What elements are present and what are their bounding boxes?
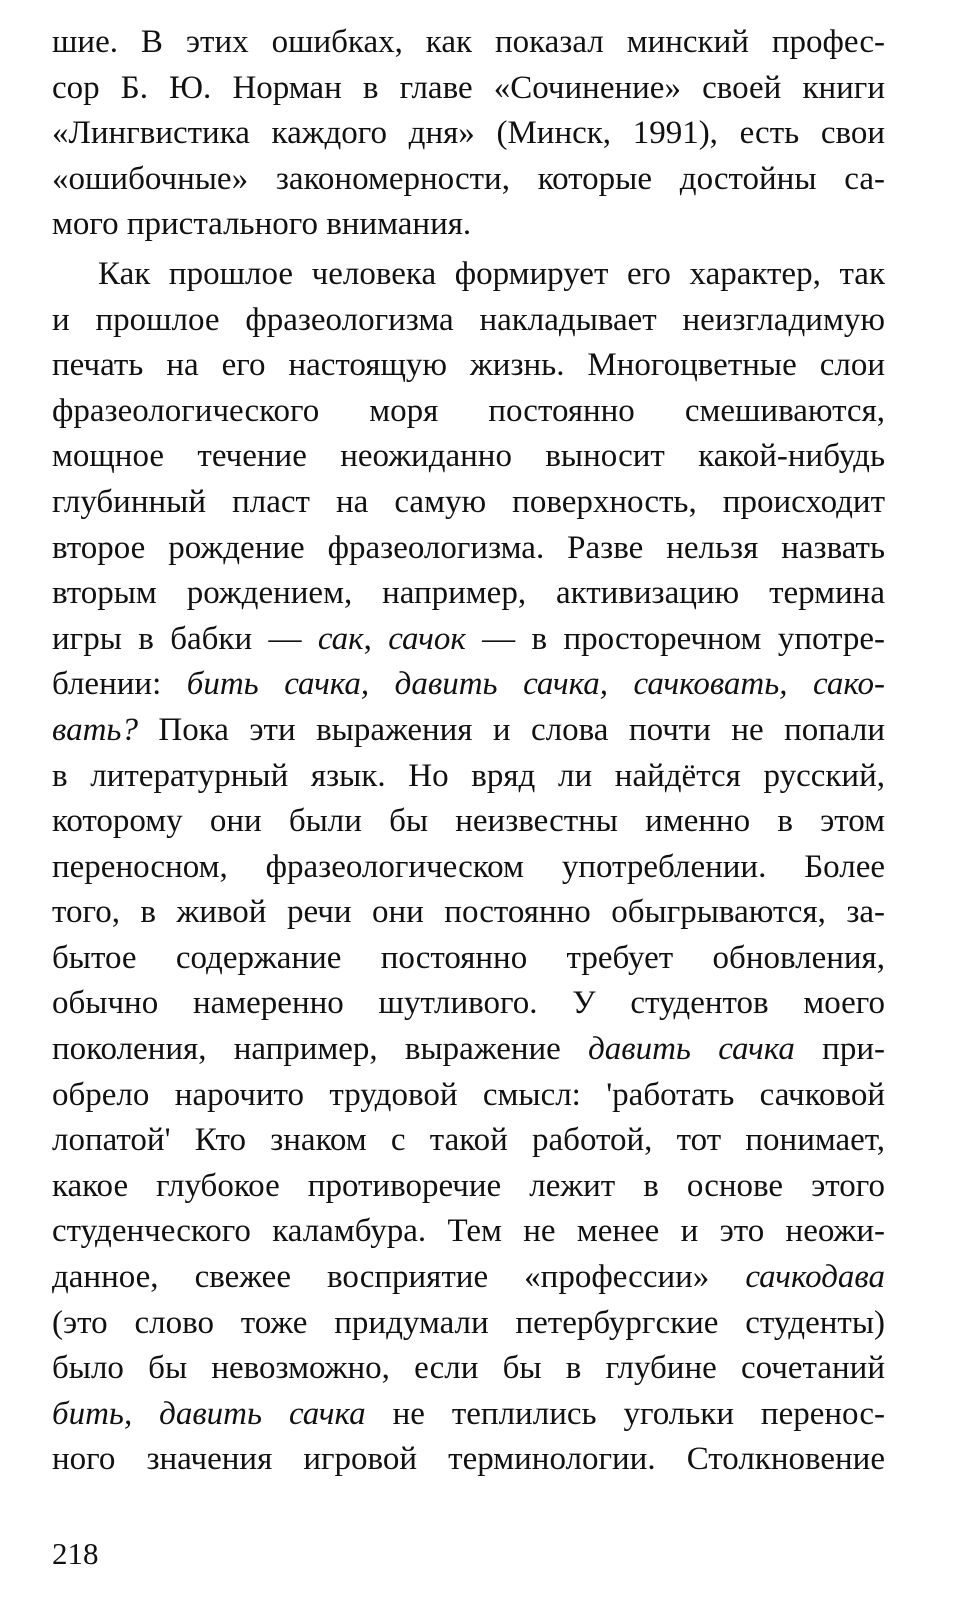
- text-line: студенческого каламбура. Тем не менее и это неожи-: [52, 1213, 885, 1250]
- text-line: в литературный язык. Но вряд ли найдётся русский,: [52, 757, 885, 794]
- paragraph-2: [52, 252, 885, 1483]
- text-line: лопатой' Кто знаком с такой работой, тот понимает,: [52, 1122, 885, 1159]
- page-number: 218: [52, 1536, 99, 1571]
- book-page: [52, 20, 885, 1483]
- text-line: ного значения игровой терминологии. Столкновение: [52, 1441, 885, 1478]
- text-line: «ошибочные» закономерности, которые достойны са-: [52, 160, 885, 197]
- italic-term: давить сачка: [588, 1031, 795, 1068]
- text-line: переносном, фразеологическом употреблении. Более: [52, 848, 885, 885]
- text-line: бить, давить сачка не теплились угольки перенос-: [52, 1395, 885, 1432]
- text-line: второе рождение фразеологизма. Разве нельзя назвать: [52, 529, 885, 566]
- text-line: Как прошлое человека формирует его характер, так: [98, 255, 885, 292]
- text-line: которому они были бы неизвестны именно в этом: [52, 803, 885, 840]
- text-line: блении: бить сачка, давить сачка, сачковать, сако-: [52, 666, 885, 703]
- text-line: бытое содержание постоянно требует обновления,: [52, 939, 885, 976]
- text-line: игры в бабки — сак, сачок — в просторечном употре-: [52, 620, 885, 657]
- text-line: глубинный пласт на самую поверхность, происходит: [52, 483, 885, 520]
- text-line: поколения, например, выражение давить сачка при-: [52, 1031, 885, 1068]
- text-line: фразеологического моря постоянно смешиваются,: [52, 392, 885, 429]
- italic-term: сачкодава: [745, 1259, 885, 1296]
- text-line: сор Б. Ю. Норман в главе «Сочинение» своей книги: [52, 69, 885, 106]
- text-line: мого пристального внимания.: [52, 206, 472, 243]
- text-line: данное, свежее восприятие «профессии» сачкодава: [52, 1259, 885, 1296]
- text-line: мощное течение неожиданно выносит какой-нибудь: [52, 438, 885, 475]
- italic-term: сачок: [388, 620, 466, 657]
- text-line: какое глубокое противоречие лежит в основе этого: [52, 1167, 885, 1204]
- paragraph-1: [52, 20, 885, 248]
- text-line: обрело нарочито трудовой смысл: 'работать сачковой: [52, 1076, 885, 1113]
- italic-term: вать?: [52, 711, 138, 748]
- text-line: шие. В этих ошибках, как показал минский профес-: [52, 24, 885, 60]
- italic-term: сак: [317, 620, 364, 657]
- italic-term: бить сачка, давить сачка, сачковать, сако-: [186, 666, 885, 703]
- text-line: (это слово тоже придумали петербургские студенты): [52, 1304, 885, 1341]
- text-line: вать? Пока эти выражения и слова почти не попали: [52, 711, 885, 748]
- text-line: и прошлое фразеологизма накладывает неизгладимую: [52, 301, 885, 338]
- text-line: того, в живой речи они постоянно обыгрываются, за-: [52, 894, 885, 931]
- text-line: «Лингвистика каждого дня» (Минск, 1991), есть свои: [52, 115, 885, 152]
- italic-term: бить, давить сачка: [52, 1395, 366, 1432]
- text-line: печать на его настоящую жизнь. Многоцветные слои: [52, 347, 885, 384]
- text-line: вторым рождением, например, активизацию термина: [52, 575, 885, 612]
- text-line: обычно намеренно шутливого. У студентов моего: [52, 985, 885, 1022]
- text-line: было бы невозможно, если бы в глубине сочетаний: [52, 1350, 885, 1387]
